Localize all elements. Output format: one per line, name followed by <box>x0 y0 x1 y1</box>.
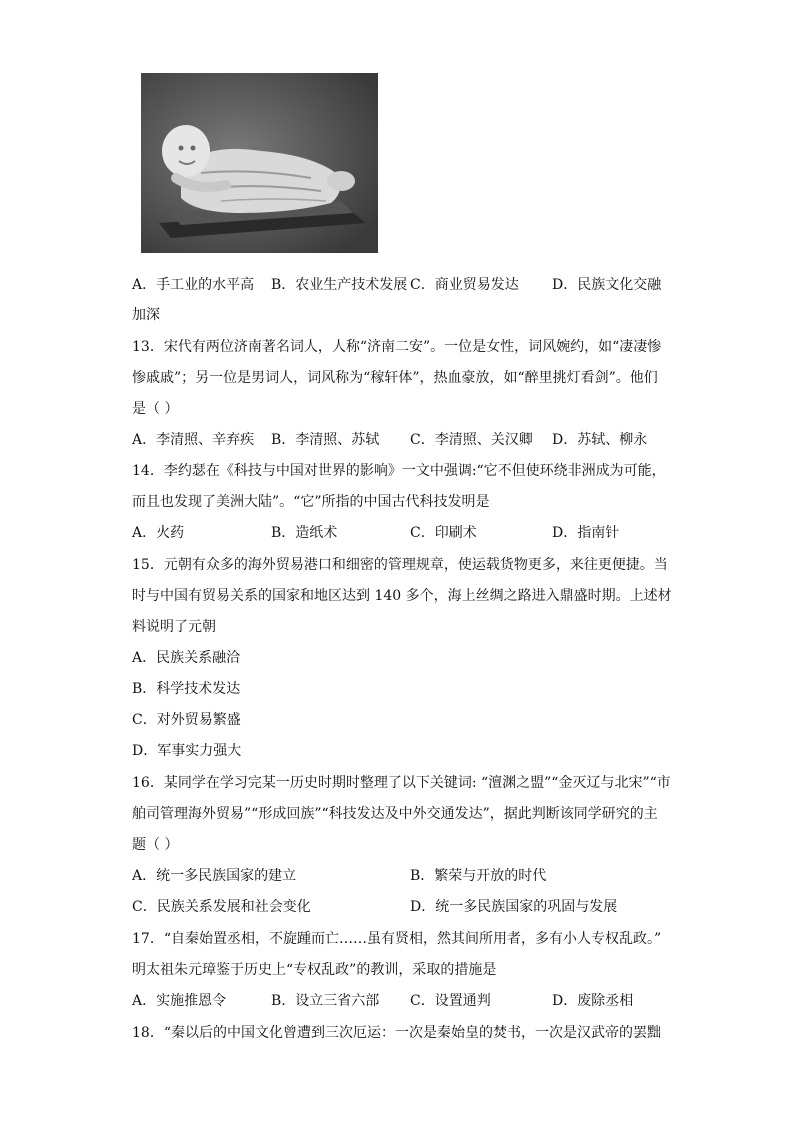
q16-text-line-2: 舶司管理海外贸易”“形成回族”“科技发达及中外交通发达”，据此判断该同学研究的主 <box>132 806 658 822</box>
q16-option-a: A．统一多民族国家的建立 <box>132 868 297 884</box>
q13-text-line-2: 惨戚戚”；另一位是男词人，词风称为“稼轩体”，热血豪放，如“醉里挑灯看剑”。他们 <box>132 370 658 386</box>
q13-text-line-3: 是（ ） <box>132 401 179 417</box>
q14-option-b: B．造纸术 <box>271 525 338 541</box>
q14-option-a: A．火药 <box>132 525 185 541</box>
q17-option-b: B．设立三省六部 <box>271 993 380 1009</box>
q15-text-line-2: 时与中国有贸易关系的国家和地区达到 140 多个，海上丝绸之路进入鼎盛时期。上述材 <box>132 588 672 604</box>
q14-text-line-1: 14．李约瑟在《科技与中国对世界的影响》一文中强调:“它不但使环绕非洲成为可能， <box>132 463 666 479</box>
q17-option-c: C．设置通判 <box>410 993 491 1009</box>
q18-text-line-1: 18．“秦以后的中国文化曾遭到三次厄运：一次是秦始皇的焚书，一次是汉武帝的罢黜 <box>132 1025 661 1041</box>
q14-option-d: D．指南针 <box>552 525 620 541</box>
artifact-photo <box>141 73 378 253</box>
q16-option-b: B．繁荣与开放的时代 <box>410 868 547 884</box>
q15-option-d: D．军事实力强大 <box>132 743 242 759</box>
q12-option-d: D．民族文化交融 <box>552 277 662 293</box>
q12-option-c: C．商业贸易发达 <box>410 277 519 293</box>
q13-option-a: A．李清照、辛弃疾 <box>132 432 255 448</box>
q15-text-line-3: 料说明了元朝 <box>132 619 216 635</box>
q13-option-b: B．李清照、苏轼 <box>271 432 380 448</box>
q15-option-a: A．民族关系融洽 <box>132 650 241 666</box>
q13-option-d: D．苏轼、柳永 <box>552 432 648 448</box>
q12-option-d-continued: 加深 <box>132 307 160 323</box>
q14-option-c: C．印刷术 <box>410 525 477 541</box>
q16-option-d: D．统一多民族国家的巩固与发展 <box>410 899 618 915</box>
q17-text-line-1: 17．“自秦始置丞相，不旋踵而亡……虽有贤相，然其间所用者，多有小人专权乱政。” <box>132 931 662 947</box>
q15-option-b: B．科学技术发达 <box>132 681 241 697</box>
q17-text-line-2: 明太祖朱元璋鉴于历史上“专权乱政”的教训，采取的措施是 <box>132 962 497 978</box>
q16-option-c: C．民族关系发展和社会变化 <box>132 899 311 915</box>
q16-text-line-3: 题（ ） <box>132 837 179 853</box>
q14-text-line-2: 而且也发现了美洲大陆”。“它”所指的中国古代科技发明是 <box>132 494 490 510</box>
q12-option-a: A．手工业的水平高 <box>132 277 255 293</box>
q12-option-b: B．农业生产技术发展 <box>271 277 408 293</box>
q13-option-c: C．李清照、关汉卿 <box>410 432 533 448</box>
q17-option-d: D．废除丞相 <box>552 993 634 1009</box>
q13-text-line-1: 13．宋代有两位济南著名词人，人称“济南二安”。一位是女性，词风婉约，如“凄凄惨 <box>132 339 662 355</box>
q15-option-c: C．对外贸易繁盛 <box>132 712 241 728</box>
q15-text-line-1: 15．元朝有众多的海外贸易港口和细密的管理规章，使运载货物更多，来往更便捷。当 <box>132 557 668 573</box>
q17-option-a: A．实施推恩令 <box>132 993 227 1009</box>
q16-text-line-1: 16．某同学在学习完某一历史时期时整理了以下关键词: “澶渊之盟”“金灭辽与北宋”“市 <box>132 775 671 791</box>
